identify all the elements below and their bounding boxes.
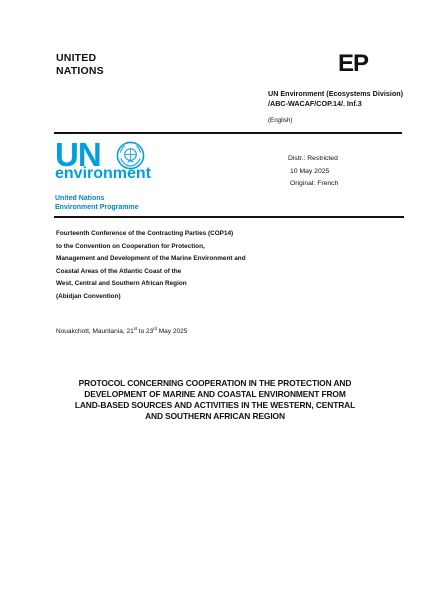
conf-line: (Abidjan Convention) [56, 292, 121, 300]
distr-date: 10 May 2025 [290, 167, 330, 175]
distribution-info [288, 153, 338, 191]
org-line-1: UNITED [56, 52, 97, 64]
top-divider [54, 132, 402, 134]
venue-middle: to 23 [136, 328, 154, 336]
distr-original: Original: French [290, 180, 339, 187]
header-divider [54, 216, 404, 218]
venue-and-dates [56, 326, 187, 335]
venue-sup-1: st [133, 326, 137, 331]
logo-programme-line-2: Environment Programme [55, 204, 139, 211]
logo-un-text: UN [55, 136, 101, 173]
title-line: DEVELOPMENT OF MARINE AND COASTAL ENVIRONMENT FROM [84, 389, 346, 399]
title-line: AND SOUTHERN AFRICAN REGION [145, 411, 285, 421]
distr-status: Distr.: Restricted [288, 155, 338, 162]
venue-place: Nouakchott, Mauritania, 21 [56, 328, 134, 336]
conf-line: Coastal Areas of the Atlantic Coast of the [56, 267, 182, 275]
conf-line: Fourteenth Conference of the Contracting Parties (COP14) [56, 230, 234, 237]
document-symbol: EP [338, 50, 369, 77]
conf-line: Management and Development of the Marine Environment and [56, 255, 246, 263]
conf-line: West, Central and Southern African Region [56, 280, 187, 288]
un-org-name [56, 52, 104, 78]
document-title [60, 378, 370, 422]
unep-logo [55, 138, 165, 216]
org-line-2: NATIONS [56, 65, 104, 77]
logo-programme-line-1: United Nations [55, 195, 105, 202]
logo-environment-text: environment [55, 165, 152, 182]
document-language: (English) [268, 117, 293, 124]
conference-description [56, 228, 246, 304]
title-line: PROTOCOL CONCERNING COOPERATION IN THE PROTECTION AND [78, 378, 352, 388]
venue-end: May 2025 [156, 328, 188, 336]
doc-ref-line-1: UN Environment (Ecosystems Division) [268, 89, 403, 98]
title-line: LAND-BASED SOURCES AND ACTIVITIES IN THE WESTERN, CENTRAL [74, 400, 356, 410]
venue-sup-2: rd [153, 326, 157, 331]
logo-programme-text [55, 194, 139, 212]
document-reference [268, 89, 403, 109]
doc-ref-line-2: /ABC-WACAF/COP.14/. Inf.3 [268, 99, 362, 108]
conf-line: to the Convention on Cooperation for Protection, [56, 242, 205, 250]
